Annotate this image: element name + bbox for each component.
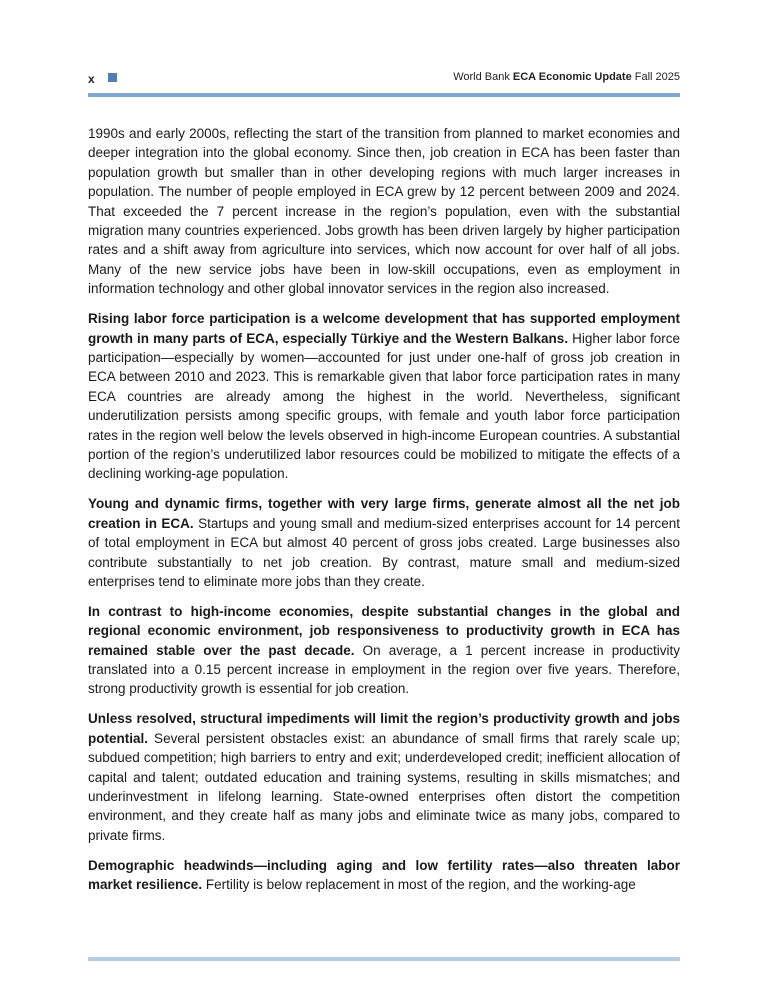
paragraph-body: 1990s and early 2000s, reflecting the start of the transition from planned to market economies and deeper integration into the global economy. Since then, job creation in ECA has been faster than population growth but smaller than in other developing regions with much larger increases in population. The number of people employed in ECA grew by 12 percent between 2009 and 2024. That exceeded the 7 percent increase in the region’s population, even with the substantial migration many countries experienced. Jobs growth has been driven largely by higher participation rates and a shift away from agriculture into services, which now account for over half of all jobs. Many of the new service jobs have been in low-skill occupations, even as employment in information technology and other global innovator services in the region also increased.: [88, 126, 680, 297]
page-number: x: [88, 72, 95, 86]
publisher: World Bank: [453, 71, 513, 83]
paragraph-lead: Demographic headwinds—including aging and low fertility rates—also threaten labor market resilience.: [88, 857, 680, 893]
paragraph-body: On average, a 1 percent increase in productivity translated into a 0.15 percent increase in employment in the region over five years. Therefore, strong productivity growth is essential for job creation.: [88, 642, 680, 697]
square-bullet-icon: [108, 73, 117, 82]
paragraph-body: Several persistent obstacles exist: an abundance of small firms that rarely scale up; subdued competition; high barriers to entry and exit; underdeveloped credit; inefficient allocation of capital and talent; outdated education and training systems, resulting in skills mismatches; and underinvestment in lifelong learning. State-owned enterprises often distort the competition environment, and they create half as many jobs and eliminate twice as many jobs, compared to private firms.: [88, 730, 680, 843]
paragraph-4: [88, 602, 680, 699]
edition: Fall 2025: [631, 71, 680, 83]
paragraph-body: Startups and young small and medium-sized enterprises account for 14 percent of total employment in ECA but almost 40 percent of gross jobs created. Large businesses also contribute substantially to net job creation. By contrast, mature small and medium-sized enterprises tend to eliminate more jobs than they create.: [88, 515, 680, 589]
paragraph-1: [88, 124, 680, 299]
paragraph-5: [88, 709, 680, 845]
publication-title: ECA Economic Update: [512, 71, 632, 83]
running-head: [453, 71, 680, 83]
paragraph-body: Fertility is below replacement in most of the region, and the working-age: [202, 877, 636, 893]
paragraph-lead: In contrast to high-income economies, despite substantial changes in the global and regional economic environment, job responsiveness to productivity growth in ECA has remained stable over the past decade.: [88, 603, 680, 658]
paragraph-6: [88, 856, 680, 895]
paragraph-lead: Rising labor force participation is a welcome development that has supported employment growth in many parts of ECA, especially Türkiye and the Western Balkans.: [88, 311, 680, 346]
paragraph-2: [88, 309, 680, 484]
body-text: [88, 124, 680, 905]
header-rule: [88, 93, 680, 97]
paragraph-lead: Unless resolved, structural impediments will limit the region’s productivity growth and jobs potential.: [88, 711, 680, 746]
paragraph-lead: Young and dynamic firms, together with very large firms, generate almost all the net job creation in ECA.: [88, 496, 680, 531]
footer-rule: [88, 957, 680, 961]
paragraph-3: [88, 494, 680, 591]
page-header: [88, 70, 680, 88]
paragraph-body: Higher labor force participation—especially by women—accounted for just under one-half of gross job creation in ECA between 2010 and 2023. This is remarkable given that labor force participation rates in many ECA countries are already among the highest in the world. Nevertheless, significant underutilization persists among specific groups, with female and youth labor force participation rates in the region well below the levels observed in high-income European countries. A substantial portion of the region’s underutilized labor resources could be mobilized to mitigate the effects of a declining working-age population.: [88, 330, 680, 482]
